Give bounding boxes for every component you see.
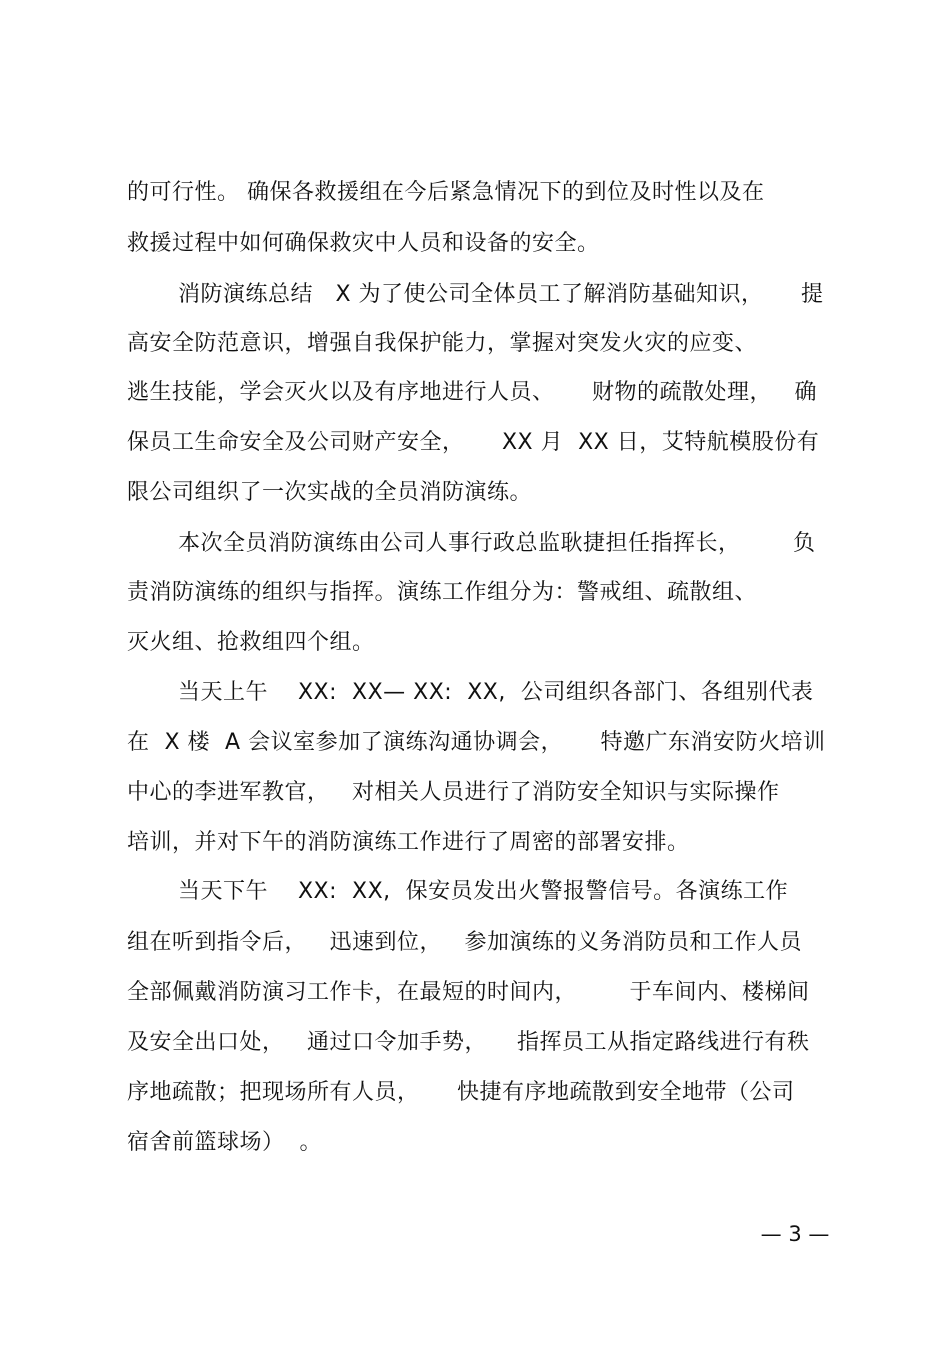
paragraph-5-line-2: 组在听到指令后， 迅速到位， 参加演练的义务消防员和工作人员 (127, 930, 802, 955)
paragraph-5-line-1: 当天下午 XX: XX, 保安员发出火警报警信号。各演练工作 (178, 879, 789, 904)
paragraph-3-line-1: 本次全员消防演练由公司人事行政总监耿捷担任指挥长， 负 (178, 531, 816, 556)
paragraph-5-line-5: 序地疏散；把现场所有人员， 快捷有序地疏散到安全地带（公司 (127, 1080, 795, 1105)
paragraph-1-line-2: 救援过程中如何确保救灾中人员和设备的安全。 (127, 231, 600, 256)
paragraph-5-line-3: 全部佩戴消防演习工作卡，在最短的时间内， 于车间内、楼梯间 (127, 980, 810, 1005)
paragraph-4-line-3: 中心的李进军教官， 对相关人员进行了消防安全知识与实际操作 (127, 780, 780, 805)
paragraph-2-line-4: 保员工生命安全及公司财产安全， XX 月 XX 日，艾特航模股份有 (127, 430, 820, 455)
paragraph-4-line-4: 培训，并对下午的消防演练工作进行了周密的部署安排。 (127, 830, 690, 855)
paragraph-1-line-1: 的可行性。 确保各救援组在今后紧急情况下的到位及时性以及在 (127, 180, 765, 205)
page-number: — 3 — (760, 1222, 830, 1246)
paragraph-5-line-4: 及安全出口处， 通过口令加手势， 指挥员工从指定路线进行有秩 (127, 1030, 810, 1055)
paragraph-2-line-1: 消防演练总结 X 为了使公司全体员工了解消防基础知识， 提 (178, 282, 824, 307)
paragraph-3-line-3: 灭火组、抢救组四个组。 (127, 630, 375, 655)
paragraph-5-line-6: 宿舍前篮球场） 。 (127, 1130, 322, 1155)
paragraph-2-line-5: 限公司组织了一次实战的全员消防演练。 (127, 480, 533, 505)
paragraph-3-line-2: 责消防演练的组织与指挥。演练工作组分为：警戒组、疏散组、 (127, 580, 758, 605)
paragraph-4-line-2: 在 X 楼 A 会议室参加了演练沟通协调会， 特邀广东消安防火培训 (127, 730, 826, 755)
paragraph-4-line-1: 当天上午 XX: XX— XX: XX, 公司组织各部门、各组别代表 (178, 680, 814, 705)
paragraph-2-line-2: 高安全防范意识，增强自我保护能力，掌握对突发火灾的应变、 (127, 331, 758, 356)
paragraph-2-line-3: 逃生技能，学会灭火以及有序地进行人员、 财物的疏散处理， 确 (127, 380, 817, 405)
